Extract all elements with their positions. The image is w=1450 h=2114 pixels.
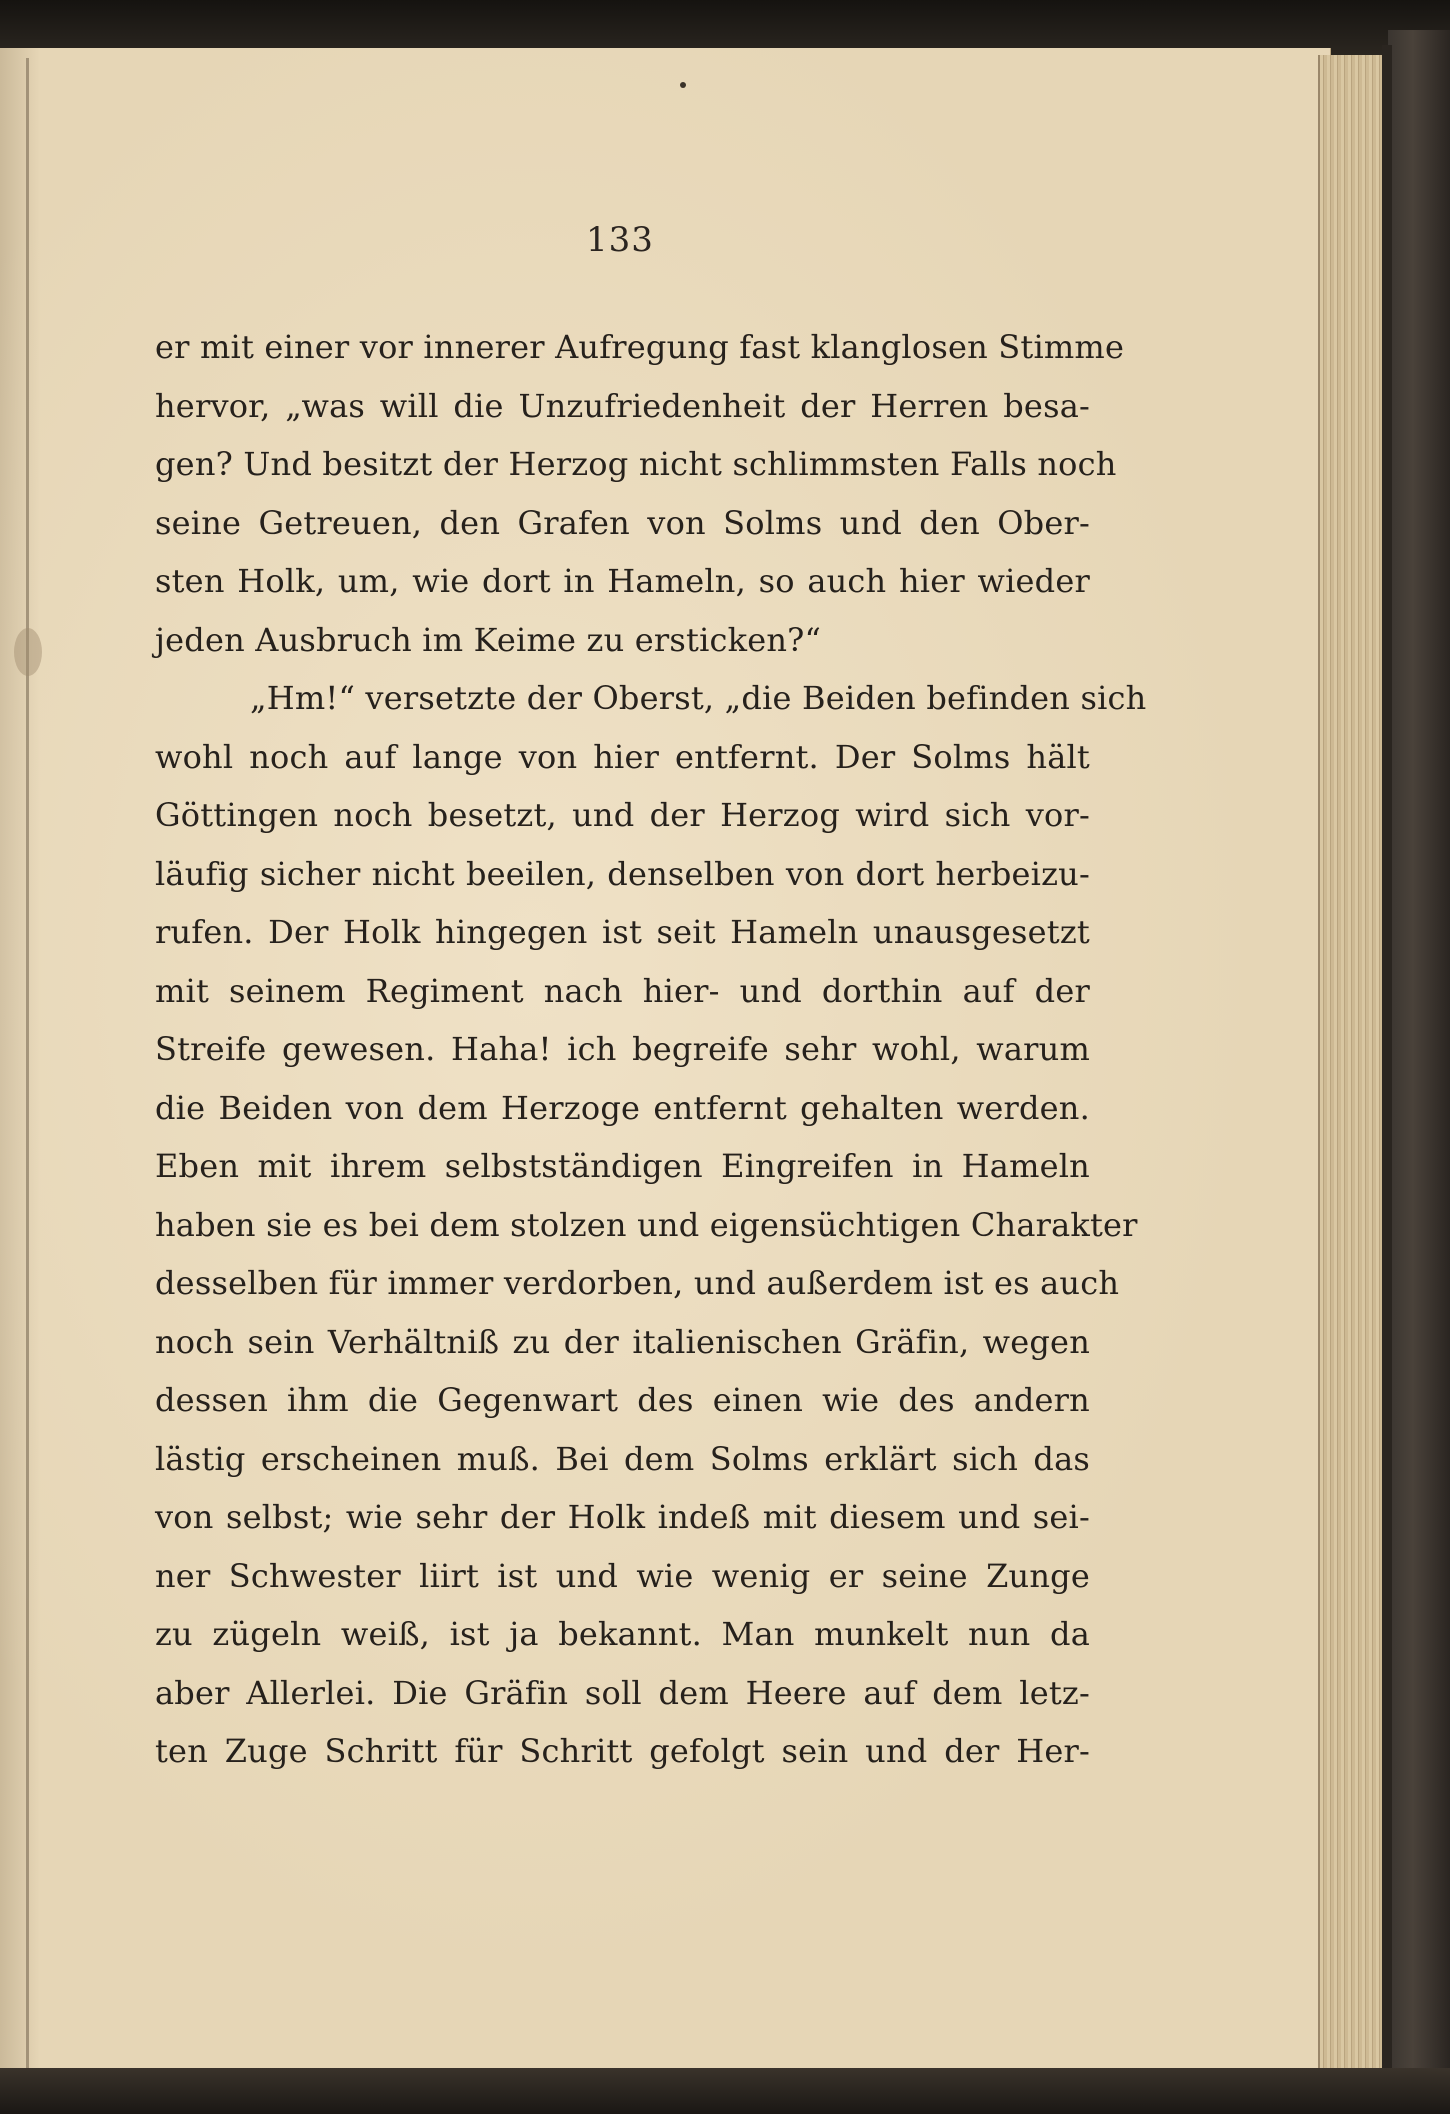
text-line: Streife gewesen. Haha! ich begreife sehr wohl, warum: [155, 1030, 1090, 1068]
book-cover-right: [1388, 30, 1450, 2114]
book-cover-top: [0, 0, 1450, 55]
ink-speck: [680, 82, 686, 88]
spine-shadow: [1382, 45, 1392, 2085]
text-line: desselben für immer verdorben, und außerdem ist es auch: [155, 1264, 1120, 1302]
text-line: hervor, „was will die Unzufriedenheit der Herren besa-: [155, 386, 1090, 425]
page-number: 133: [586, 220, 654, 260]
text-line: rufen. Der Holk hingegen ist seit Hameln unausgesetzt: [155, 913, 1090, 951]
text-line: dessen ihm die Gegenwart des einen wie des andern: [155, 1381, 1090, 1419]
text-line: ten Zuge Schritt für Schritt gefolgt sein und der Her-: [155, 1732, 1090, 1770]
text-line: sten Holk, um, wie dort in Hameln, so auch hier wieder: [155, 562, 1090, 600]
text-line: wohl noch auf lange von hier entfernt. Der Solms hält: [155, 737, 1090, 776]
body-text: [155, 318, 1147, 1781]
text-line: zu zügeln weiß, ist ja bekannt. Man munkelt nun da: [155, 1615, 1090, 1653]
text-line: noch sein Verhältniß zu der italienischen Gräfin, wegen: [155, 1322, 1090, 1361]
book-bottom-edge: [0, 2068, 1450, 2114]
text-line: läufig sicher nicht beeilen, denselben von dort herbeizu-: [155, 854, 1090, 893]
text-line: aber Allerlei. Die Gräfin soll dem Heere auf dem letz-: [155, 1673, 1090, 1712]
text-line: „Hm!“ versetzte der Oberst, „die Beiden befinden sich: [250, 679, 1147, 717]
text-line: haben sie es bei dem stolzen und eigensüchtigen Charakter: [155, 1205, 1138, 1244]
page-stack-edge: [1318, 55, 1390, 2075]
text-line: Göttingen noch besetzt, und der Herzog wird sich vor-: [155, 796, 1090, 834]
text-line: die Beiden von dem Herzoge entfernt gehalten werden.: [155, 1088, 1090, 1127]
text-line: er mit einer vor innerer Aufregung fast klanglosen Stimme: [155, 328, 1125, 366]
page-gutter-edge: [26, 58, 29, 2078]
text-line: gen? Und besitzt der Herzog nicht schlimmsten Falls noch: [155, 445, 1117, 483]
text-line: von selbst; wie sehr der Holk indeß mit diesem und sei-: [155, 1498, 1090, 1536]
text-line: Eben mit ihrem selbstständigen Eingreifen in Hameln: [155, 1147, 1090, 1185]
binding-hole: [14, 628, 42, 676]
text-line: seine Getreuen, den Grafen von Solms und den Ober-: [155, 503, 1090, 542]
text-line: mit seinem Regiment nach hier- und dorthin auf der: [155, 971, 1090, 1010]
text-line: ner Schwester liirt ist und wie wenig er seine Zunge: [155, 1556, 1090, 1595]
text-line: lästig erscheinen muß. Bei dem Solms erklärt sich das: [155, 1439, 1090, 1478]
text-line: jeden Ausbruch im Keime zu ersticken?“: [155, 620, 822, 659]
